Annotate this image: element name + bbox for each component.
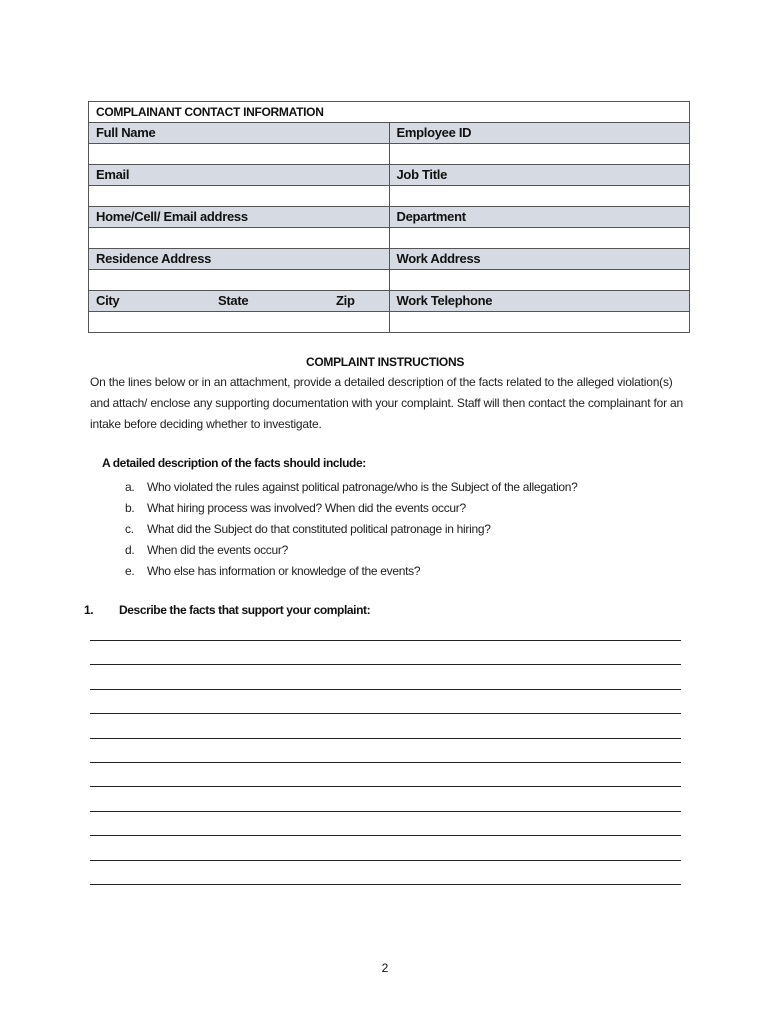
complaint-instructions-heading: COMPLAINT INSTRUCTIONS	[305, 355, 465, 369]
facts-list-heading: A detailed description of the facts should include:	[102, 456, 366, 470]
email-label: Email	[89, 165, 390, 186]
answer-line[interactable]	[90, 860, 681, 861]
work-telephone-field[interactable]	[389, 312, 690, 333]
complainant-contact-table	[88, 101, 690, 333]
answer-line[interactable]	[90, 786, 681, 787]
home-cell-email-field[interactable]	[89, 228, 390, 249]
answer-line[interactable]	[90, 884, 681, 885]
question-number: 1.	[84, 603, 94, 617]
facts-criteria-list	[125, 477, 578, 582]
list-item-text: Who else has information or knowledge of the events?	[147, 564, 421, 578]
department-field[interactable]	[389, 228, 690, 249]
work-telephone-label: Work Telephone	[389, 291, 690, 312]
zip-label: Zip	[336, 293, 355, 308]
city-state-zip-field[interactable]	[89, 312, 390, 333]
list-item	[125, 540, 578, 561]
list-item	[125, 498, 578, 519]
answer-lines	[90, 640, 681, 908]
full-name-label: Full Name	[89, 123, 390, 144]
list-item-text: What hiring process was involved? When did the events occur?	[147, 501, 466, 515]
job-title-label: Job Title	[389, 165, 690, 186]
residence-address-field[interactable]	[89, 270, 390, 291]
answer-line[interactable]	[90, 811, 681, 812]
answer-line[interactable]	[90, 762, 681, 763]
full-name-field[interactable]	[89, 144, 390, 165]
list-item-text: When did the events occur?	[147, 543, 288, 557]
home-cell-email-label: Home/Cell/ Email address	[89, 207, 390, 228]
question-1	[84, 603, 370, 617]
list-item	[125, 519, 578, 540]
department-label: Department	[389, 207, 690, 228]
list-marker: d.	[125, 543, 135, 557]
residence-address-label: Residence Address	[89, 249, 390, 270]
answer-line[interactable]	[90, 689, 681, 690]
job-title-field[interactable]	[389, 186, 690, 207]
complaint-instructions-text: On the lines below or in an attachment, provide a detailed description of the facts related to the alleged violation(s) and attach/ enclose any supporting documentation with your complaint. Staff will then contact the complainant for an intake before deciding whether to investigate.	[90, 375, 683, 431]
question-text: Describe the facts that support your complaint:	[119, 603, 371, 617]
list-item	[125, 477, 578, 498]
list-marker: e.	[125, 564, 135, 578]
answer-line[interactable]	[90, 835, 681, 836]
city-state-zip-label-cell	[89, 291, 390, 312]
list-marker: c.	[125, 522, 134, 536]
list-marker: b.	[125, 501, 135, 515]
answer-line[interactable]	[90, 664, 681, 665]
list-marker: a.	[125, 480, 135, 494]
city-label: City	[96, 293, 120, 308]
answer-line[interactable]	[90, 640, 681, 641]
work-address-field[interactable]	[389, 270, 690, 291]
email-field[interactable]	[89, 186, 390, 207]
employee-id-field[interactable]	[389, 144, 690, 165]
list-item	[125, 561, 578, 582]
contact-section-title: COMPLAINANT CONTACT INFORMATION	[89, 102, 690, 123]
employee-id-label: Employee ID	[389, 123, 690, 144]
answer-line[interactable]	[90, 713, 681, 714]
work-address-label: Work Address	[389, 249, 690, 270]
page-number: 2	[381, 961, 389, 975]
answer-line[interactable]	[90, 738, 681, 739]
state-label: State	[218, 293, 249, 308]
list-item-text: What did the Subject do that constituted political patronage in hiring?	[147, 522, 491, 536]
list-item-text: Who violated the rules against political patronage/who is the Subject of the allegation?	[147, 480, 578, 494]
